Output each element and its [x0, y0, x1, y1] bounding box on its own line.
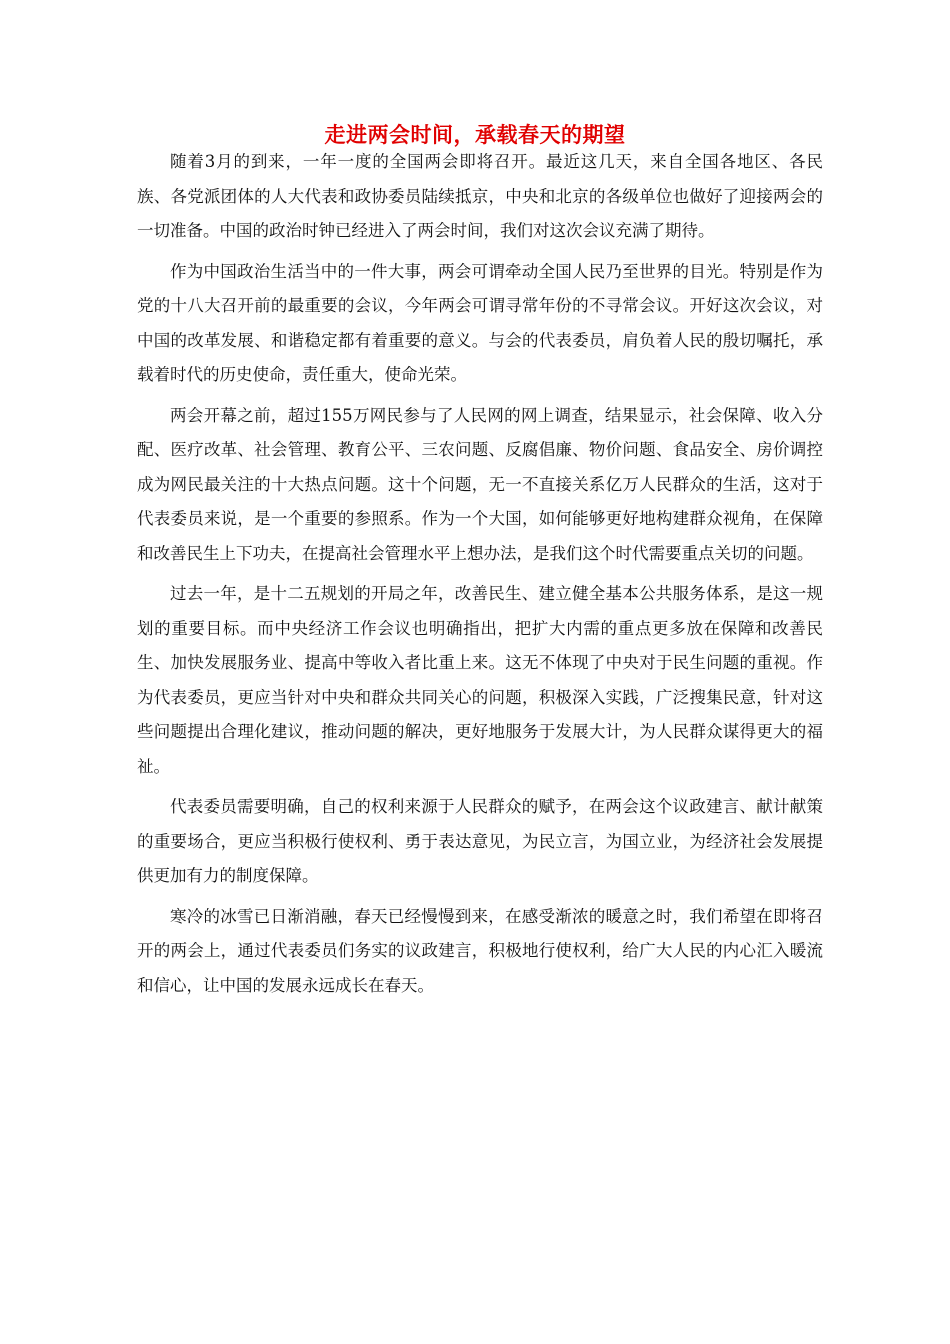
article-body	[137, 145, 823, 1009]
paragraph-5: 代表委员需要明确，自己的权利来源于人民群众的赋予，在两会这个议政建言、献计献策的重要场合，更应当积极行使权利、勇于表达意见，为民立言，为国立业，为经济社会发展提供更加有力的制度保障。	[137, 797, 823, 885]
paragraph-1: 随着3月的到来，一年一度的全国两会即将召开。最近这几天，来自全国各地区、各民族、各党派团体的人大代表和政协委员陆续抵京，中央和北京的各级单位也做好了迎接两会的一切准备。中国的政治时钟已经进入了两会时间，我们对这次会议充满了期待。	[137, 152, 823, 240]
paragraph-3: 两会开幕之前，超过155万网民参与了人民网的网上调查，结果显示，社会保障、收入分配、医疗改革、社会管理、教育公平、三农问题、反腐倡廉、物价问题、食品安全、房价调控成为网民最关注的十大热点问题。这十个问题，无一不直接关系亿万人民群众的生活，这对于代表委员来说，是一个重要的参照系。作为一个大国，如何能够更好地构建群众视角，在保障和改善民生上下功夫，在提高社会管理水平上想办法，是我们这个时代需要重点关切的问题。	[137, 405, 823, 563]
paragraph-4: 过去一年，是十二五规划的开局之年，改善民生、建立健全基本公共服务体系，是这一规划的重要目标。而中央经济工作会议也明确指出，把扩大内需的重点更多放在保障和改善民生、加快发展服务业、提高中等收入者比重上来。这无不体现了中央对于民生问题的重视。作为代表委员，更应当针对中央和群众共同关心的问题，积极深入实践，广泛搜集民意，针对这些问题提出合理化建议，推动问题的解决，更好地服务于发展大计，为人民群众谋得更大的福祉。	[137, 584, 823, 776]
paragraph-2: 作为中国政治生活当中的一件大事，两会可谓牵动全国人民乃至世界的目光。特别是作为党的十八大召开前的最重要的会议，今年两会可谓寻常年份的不寻常会议。开好这次会议，对中国的改革发展、和谐稳定都有着重要的意义。与会的代表委员，肩负着人民的殷切嘱托，承载着时代的历史使命，责任重大，使命光荣。	[137, 261, 823, 384]
paragraph-6: 寒冷的冰雪已日渐消融，春天已经慢慢到来，在感受渐浓的暖意之时，我们希望在即将召开的两会上，通过代表委员们务实的议政建言，积极地行使权利，给广大人民的内心汇入暖流和信心，让中国的发展永远成长在春天。	[137, 906, 823, 995]
article-title: 走进两会时间，承载春天的期望	[324, 122, 626, 147]
